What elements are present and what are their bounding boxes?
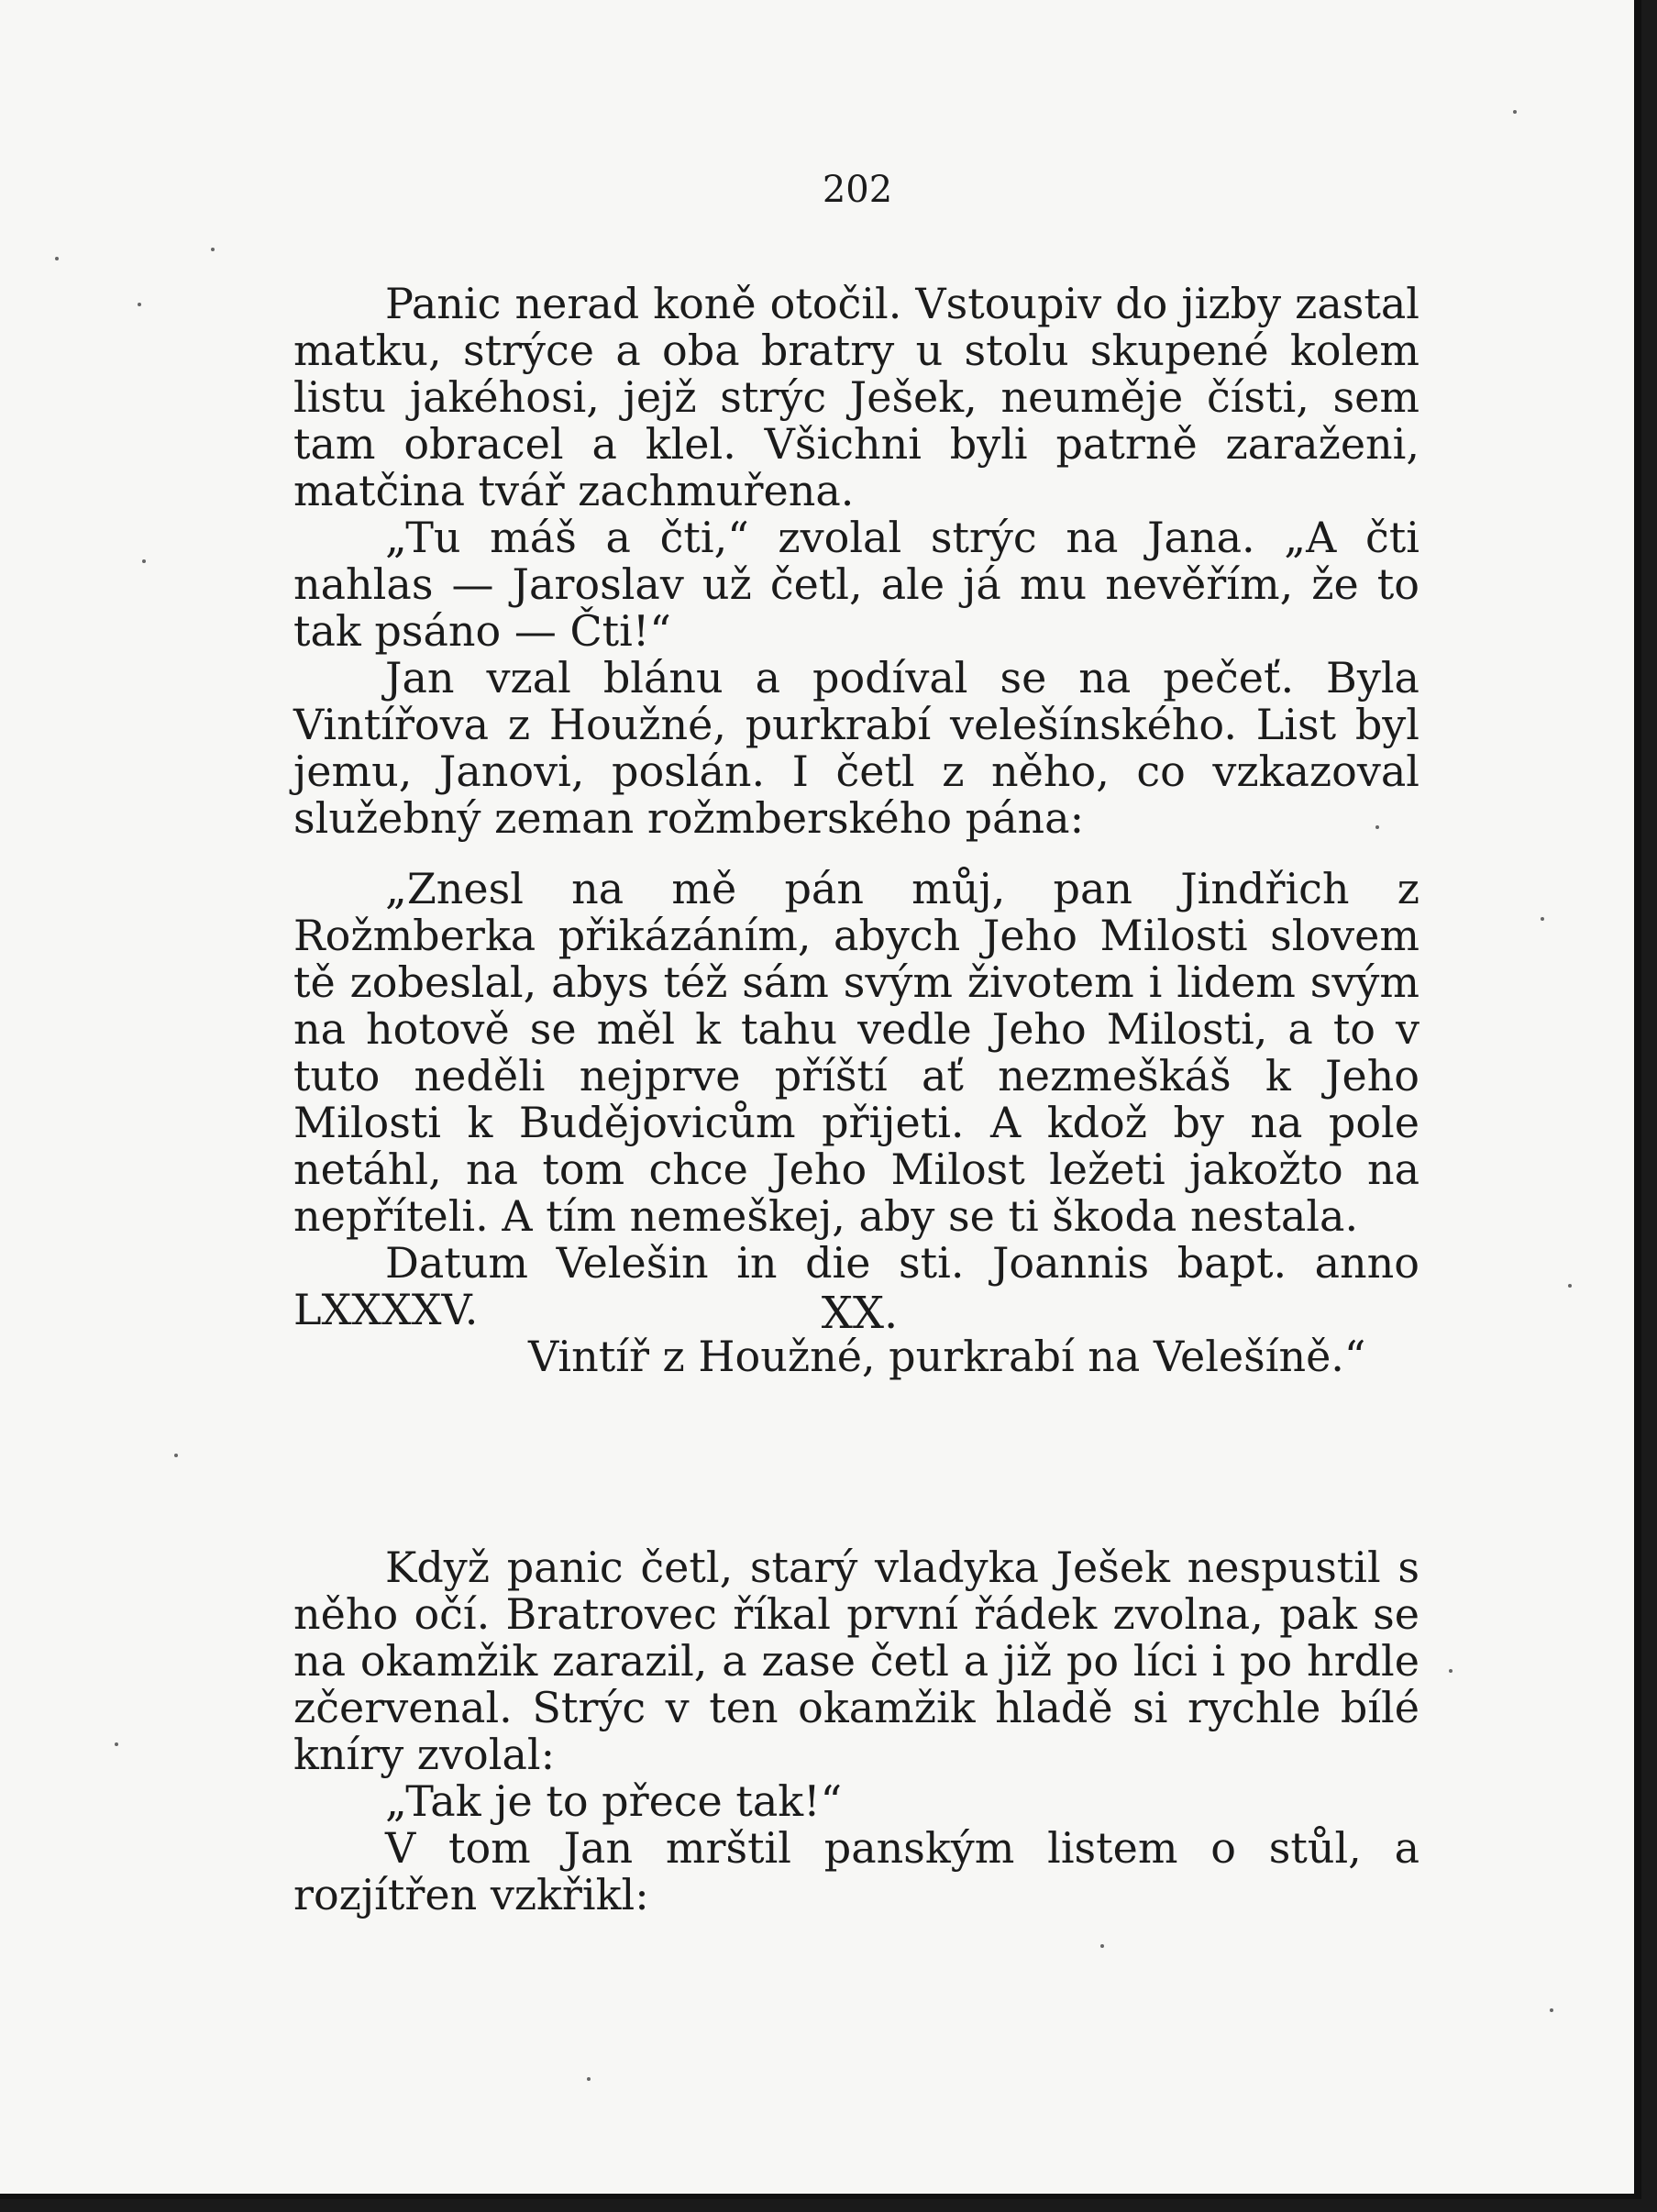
page-number: 202 [822,169,893,211]
letter-signature: Vintíř z Houžné, purkrabí na Velešíně.“ [528,1332,1366,1381]
letter-paragraph: „Znesl na mě pán můj, pan Jindřich z Rožmberka přikázáním, abych Jeho Milosti slovem tě zobeslal, abys též sám svým životem i lidem svým na hotově se měl k tahu vedle Jeho Milosti, a to v tuto neděli nejprve příští ať nezmeškáš k Jeho Milosti k Budějovicům přijeti. A kdož by na pole netáhl, na tom chce Jeho Milost ležeti jakožto na nepříteli. A tím nemeškej, aby se ti škoda nestala. [293,864,1419,1241]
letter-date-line: Datum Velešin in die sti. Joannis bapt. anno LXXXXV. [293,1238,1419,1334]
chapter-title: XX. [821,1288,899,1339]
paragraph: Panic nerad koně otočil. Vstoupiv do jizby zastal matku, strýce a oba bratry u stolu skupené kolem listu jakéhosi, jejž strýc Ješek, neuměje čísti, sem tam obracel a klel. Všichni byli patrně zaraženi, matčina tvář zachmuřena. [293,279,1419,515]
paragraph: „Tak je to přece tak!“ [385,1776,843,1826]
paragraph: Když panic četl, starý vladyka Ješek nespustil s něho očí. Bratrovec říkal první řádek zvolna, pak se na okamžik zarazil, a zase četl a již po líci i po hrdle zčervenal. Strýc v ten okamžik hladě si rychle bílé kníry zvolal: [293,1543,1419,1779]
text-block-top [293,281,1419,1380]
paragraph: „Tu máš a čti,“ zvolal strýc na Jana. „A čti nahlas — Jaroslav už četl, ale já mu nevěřím, že to tak psáno — Čti!“ [293,513,1419,656]
paragraph: Jan vzal blánu a podíval se na pečeť. Byla Vintířova z Houžné, purkrabí velešínského. List byl jemu, Janovi, poslán. I četl z něho, co vzkazoval služebný zeman rožmberského pána: [293,653,1419,843]
paragraph: V tom Jan mrštil panským listem o stůl, a rozjítřen vzkřikl: [293,1823,1419,1919]
text-block-bottom [293,1544,1419,1919]
